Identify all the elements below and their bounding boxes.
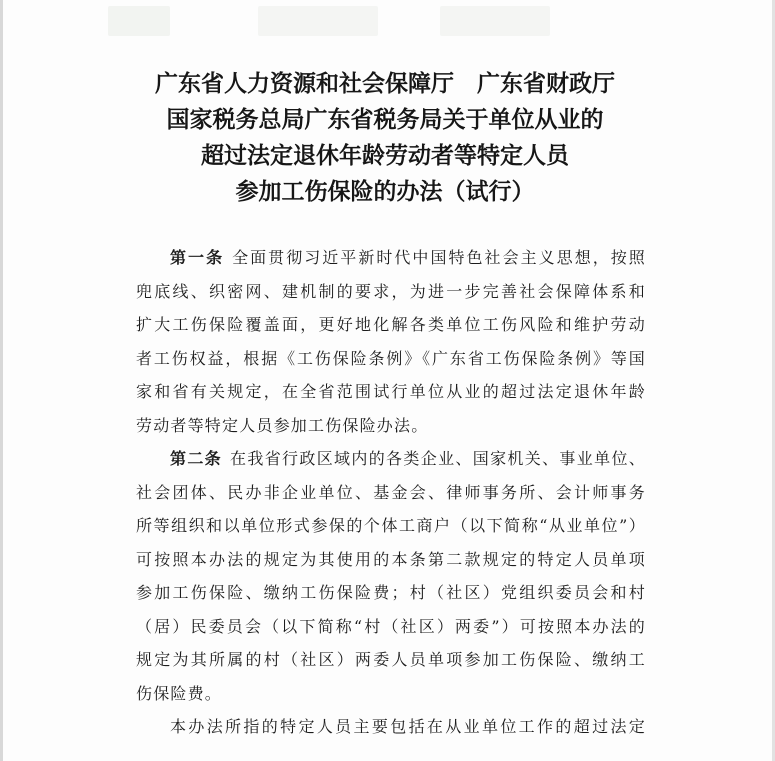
faded-header-mark [258,6,378,36]
title-line: 参加工伤保险的办法（试行） [235,179,535,205]
paragraph-line: 扩大工伤保险覆盖面，更好地化解各类单位工伤风险和维护劳动 [136,315,646,334]
article-label: 第二条 [170,449,223,468]
paragraph-line: 劳动者等特定人员参加工伤保险办法。 [136,415,429,435]
title-line: 广东省人力资源和社会保障厅 广东省财政厅 [155,71,615,97]
article-label: 第一条 [170,248,225,267]
article-text: 在我省行政区域内的各类企业、国家机关、事业单位、 [230,449,646,468]
paragraph-line: 参加工伤保险、缴纳工伤保险费；村（社区）党组织委员会和村 [136,583,646,602]
paragraph-line: （居）民委员会（以下简称“村（社区）两委”）可按照本办法的 [136,616,646,636]
paragraph-line: 规定为其所属的村（社区）两委人员单项参加工伤保险、缴纳工 [136,650,646,669]
paragraph-3 [136,710,646,744]
page-left-edge [0,0,3,761]
article-text: 全面贯彻习近平新时代中国特色社会主义思想，按照 [232,248,646,267]
paragraph-line: 所等组织和以单位形式参保的个体工商户（以下简称“从业单位”） [136,516,646,535]
title-line: 超过法定退休年龄劳动者等特定人员 [201,143,569,169]
article-2 [136,442,646,710]
paragraph-line: 兜底线、织密网、建机制的要求，为进一步完善社会保障体系和 [136,281,646,301]
paragraph-line: 本办法所指的特定人员主要包括在从业单位工作的超过法定 [170,717,646,736]
paragraph-line: 可按照本办法的规定为其使用的本条第二款规定的特定人员单项 [136,549,646,569]
article-1 [136,241,646,442]
paragraph-line: 家和省有关规定，在全省范围试行单位从业的超过法定退休年龄 [136,382,646,401]
document-title [60,66,710,210]
document-body [136,241,646,744]
faded-header-mark [108,6,170,36]
paragraph-line [136,442,646,476]
paragraph-line: 伤保险费。 [136,683,223,703]
paragraph-line: 者工伤权益，根据《工伤保险条例》《广东省工伤保险条例》等国 [136,348,646,368]
faded-header-mark [440,6,550,36]
title-line: 国家税务总局广东省税务局关于单位从业的 [166,107,604,133]
paragraph-line [136,241,646,275]
paragraph-line: 社会团体、民办非企业单位、基金会、律师事务所、会计师事务 [136,482,646,502]
